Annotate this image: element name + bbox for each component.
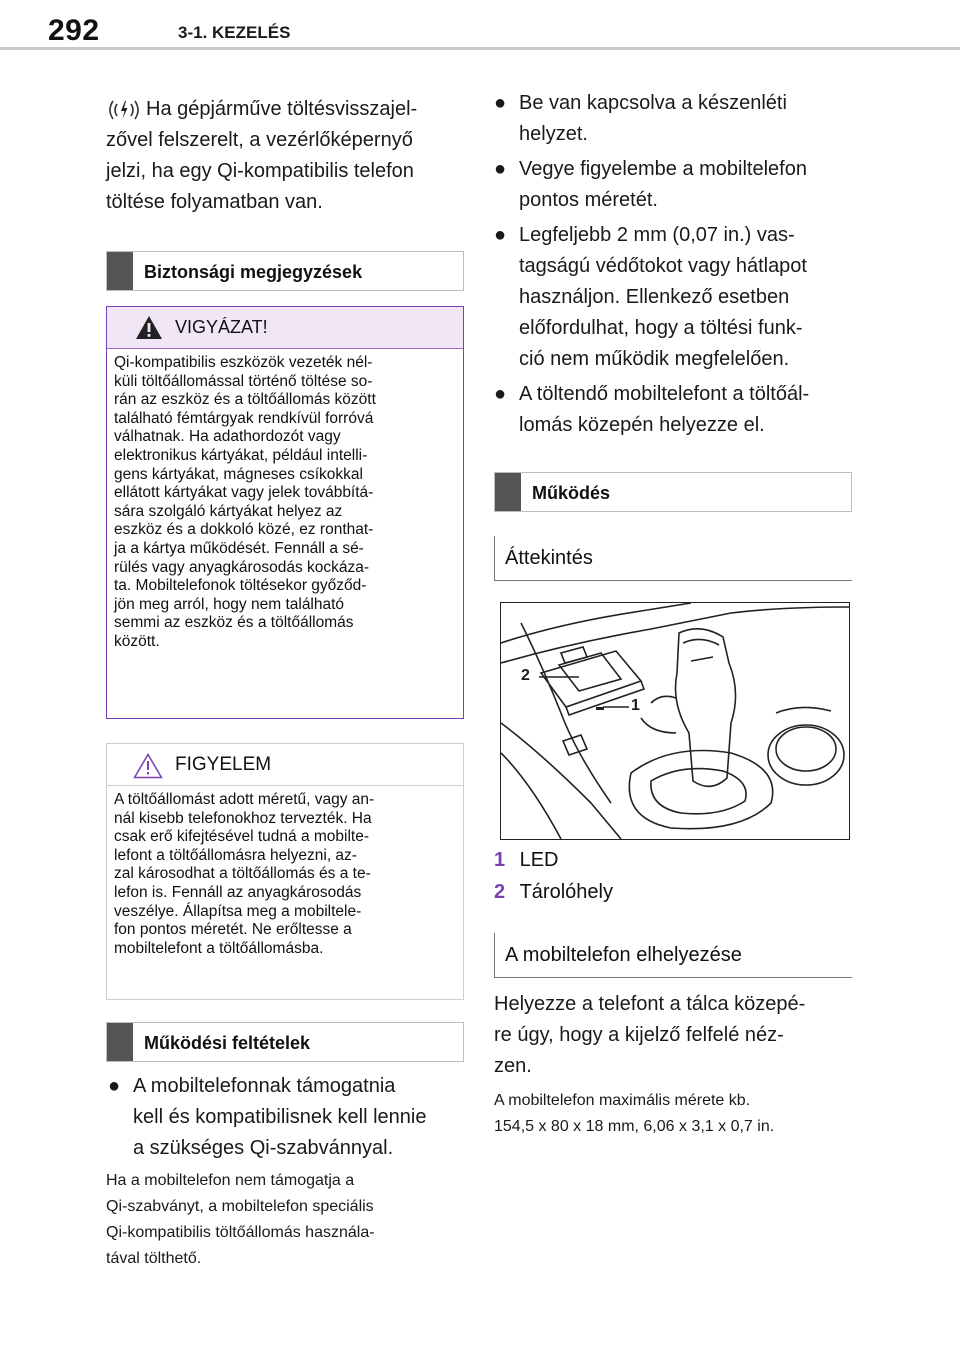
legend-item — [494, 881, 613, 904]
warning-title: VIGYÁZAT! — [175, 317, 268, 337]
intro-line: zővel felszerelt, a vezérlőképernyő — [106, 129, 413, 151]
intro-line: töltése folyamatban van. — [106, 191, 323, 213]
intro-paragraph — [106, 94, 466, 218]
placement-paragraph: Helyezze a telefont a tálca közepé- re úgy, hogy a kijelző felfelé néz- zen. — [494, 993, 806, 1077]
safety-notes-heading — [106, 251, 464, 291]
operation-heading — [494, 472, 852, 512]
operation-title: Működés — [532, 483, 611, 503]
list-item: ● Vegye figyelembe a mobiltelefon pontos méretét. — [494, 158, 807, 211]
page-number: 292 — [48, 14, 100, 47]
notice-text: A töltőállomást adott méretű, vagy an- nál kisebb telefonokhoz tervezték. Ha csak erő kifejtésével tudná a mobilte- lefont a töltőállomásra helyezni, az- zal károsodhat a töltőállomás és a te- lefon is. Fennáll az anyagkárosodás veszélye. Állapítsa meg a mobiltele- fon pontos méretét. Ne erőltesse a mobiltelefont a töltőállomásba. — [114, 791, 375, 957]
safety-notes-title: Biztonsági megjegyzések — [144, 262, 363, 282]
callout-1: 1 — [631, 697, 640, 714]
intro-line: Ha gépjárműve töltésvisszajel- — [146, 98, 418, 120]
legend-item — [494, 849, 558, 872]
warning-text: Qi-kompatibilis eszközök vezeték nél- küli töltőállomással történő töltése so- rán az eszköz és a töltőállomás között található fémtárgyak rendkívül forróvá válhatnak. Ha adathordozót vagy elektronikus kártyákat, például intelli- gens kártyákat, mágneses csíkokkal ellátott kártyákat vagy jelek továbbítá- sára szolgáló kártyákat helyez az eszköz és a dokkoló közé, ez ronthat- ja a kártya működését. Fennáll a sé- rülés vagy anyagkárosodás kockáza- ta. Mobiltelefonok töltésekor győződ- jön meg arról, hogy nem található semmi az eszköz és a töltőállomás között. — [114, 354, 376, 650]
overview-title: Áttekintés — [505, 547, 593, 569]
left-note: Ha a mobiltelefon nem támogatja a Qi-szabványt, a mobiltelefon speciális Qi-kompatibilis töltőállomás használa- tával tölthető. — [106, 1172, 375, 1267]
caution-triangle-icon — [133, 753, 163, 784]
intro-line: jelzi, ha egy Qi-kompatibilis telefon — [106, 160, 414, 182]
legend-label: Tárolóhely — [519, 881, 613, 903]
callout-2: 2 — [521, 667, 530, 684]
list-item: ● Legfeljebb 2 mm (0,07 in.) vas- tagságú védőtokot vagy hátlapot használjon. Ellenkező esetben előfordulhat, hogy a töltési funk- ció nem működik megfelelően. — [494, 224, 807, 370]
notice-box — [106, 743, 464, 1000]
header-divider — [0, 47, 960, 50]
placement-title: A mobiltelefon elhelyezése — [505, 944, 742, 966]
legend-number: 2 — [494, 881, 506, 903]
bullet-dot: ● — [108, 1075, 121, 1097]
conditions-heading — [106, 1022, 464, 1062]
console-figure — [500, 602, 850, 840]
conditions-title: Működési feltételek — [144, 1033, 311, 1053]
section-title: 3-1. KEZELÉS — [178, 23, 291, 42]
notice-title: FIGYELEM — [175, 754, 272, 775]
warning-triangle-icon — [135, 315, 163, 345]
list-item: ● A töltendő mobiltelefont a töltőál- lomás közepén helyezze el. — [494, 383, 810, 436]
warning-box — [106, 306, 464, 719]
list-item: ● A mobiltelefonnak támogatnia kell és kompatibilisnek kell lennie a szükséges Qi-szabvánnyal. — [108, 1071, 468, 1167]
legend-label: LED — [519, 849, 559, 871]
legend-number: 1 — [494, 849, 506, 871]
list-item: ● Be van kapcsolva a készenléti helyzet. — [494, 92, 787, 145]
placement-note: A mobiltelefon maximális mérete kb. 154,5 x 80 x 18 mm, 6,06 x 3,1 x 0,7 in. — [494, 1092, 775, 1135]
